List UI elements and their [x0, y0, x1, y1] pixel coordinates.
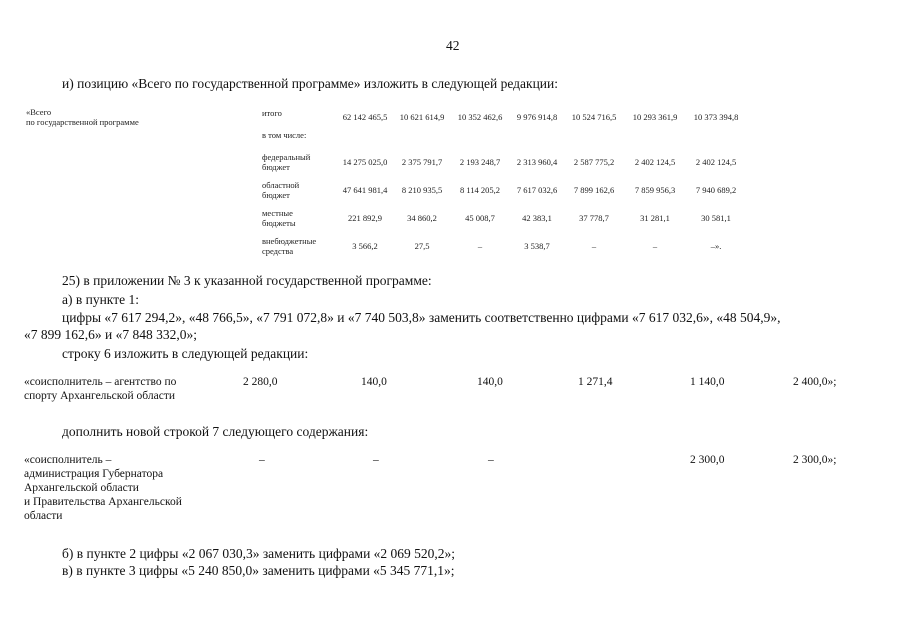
paragraph-row7: дополнить новой строкой 7 следующего содержания: [62, 424, 369, 439]
table-row-label: бюджеты [262, 218, 296, 228]
table-cell: 62 142 465,5 [342, 112, 388, 122]
table-cell: 14 275 025,0 [342, 157, 388, 167]
table-cell: 27,5 [414, 241, 430, 251]
table-cell: – [488, 454, 494, 466]
table-row-label: областной [262, 180, 300, 190]
table-cell: 3 538,7 [524, 241, 550, 251]
table-cell: 31 281,1 [640, 213, 670, 223]
table-cell: 45 008,7 [465, 213, 495, 223]
paragraph-digits-line2: «7 899 162,6» и «7 848 332,0»; [24, 327, 197, 342]
table-cell: 2 375 791,7 [401, 157, 443, 167]
page-number: 42 [446, 38, 460, 53]
table-cell: 221 892,9 [348, 213, 382, 223]
paragraph-digits-line1: цифры «7 617 294,2», «48 766,5», «7 791 072,8» и «7 740 503,8» заменить соответственно цифрами «7 617 032,6», «48 504,9», [62, 310, 781, 325]
table-row-label: местные [262, 208, 293, 218]
table-cell: 2 402 124,5 [695, 157, 737, 167]
table-cell: 10 352 462,6 [457, 112, 503, 122]
table-cell: 140,0 [361, 376, 387, 388]
table-cell: 7 940 689,2 [695, 185, 737, 195]
table-cell: 10 621 614,9 [399, 112, 445, 122]
paragraph-v: в) в пункте 3 цифры «5 240 850,0» заменить цифрами «5 345 771,1»; [62, 563, 455, 578]
row6-label: спорту Архангельской области [24, 390, 175, 402]
table-row-label: бюджет [262, 190, 290, 200]
row7-label: администрация Губернатора [24, 468, 164, 480]
table-cell: 10 373 394,8 [693, 112, 739, 122]
row7-label: области [24, 510, 63, 522]
table-cell: 2 313 960,4 [516, 157, 558, 167]
table-cell: 7 859 956,3 [634, 185, 676, 195]
table-row-label: в том числе: [262, 130, 307, 140]
table-cell: 34 860,2 [407, 213, 437, 223]
paragraph-i: и) позицию «Всего по государственной программе» изложить в следующей редакции: [62, 76, 558, 91]
table-cell: 2 193 248,7 [459, 157, 501, 167]
table-cell: 2 402 124,5 [634, 157, 676, 167]
paragraph-25: 25) в приложении № 3 к указанной государственной программе: [62, 273, 432, 288]
table-cell: 2 280,0 [243, 376, 278, 388]
row7-label: и Правительства Архангельской [24, 496, 182, 508]
table-cell: 30 581,1 [701, 213, 731, 223]
row7-label: Архангельской области [24, 482, 139, 494]
table-cell: 2 300,0»; [793, 454, 837, 466]
table-cell: – [652, 241, 658, 251]
table-cell: 7 617 032,6 [516, 185, 558, 195]
table-cell: – [373, 454, 379, 466]
row6-label: «соисполнитель – агентство по [24, 376, 177, 388]
table-cell: 3 566,2 [352, 241, 378, 251]
table-cell: 37 778,7 [579, 213, 609, 223]
table-row-label: внебюджетные [262, 236, 317, 246]
row7-label: «соисполнитель – [24, 454, 112, 466]
table-cell: 1 140,0 [690, 376, 725, 388]
table-row-label: «Всего [26, 107, 52, 117]
table-row-label: по государственной программе [26, 117, 139, 127]
paragraph-row6: строку 6 изложить в следующей редакции: [62, 346, 309, 361]
table-cell: 2 587 775,2 [573, 157, 615, 167]
table-cell: 42 383,1 [522, 213, 552, 223]
table-cell: – [591, 241, 597, 251]
table-row-label: федеральный [262, 152, 311, 162]
table-cell: 2 400,0»; [793, 376, 837, 388]
table-row-label: бюджет [262, 162, 290, 172]
table-cell: 47 641 981,4 [342, 185, 388, 195]
table-cell: 10 524 716,5 [571, 112, 617, 122]
table-cell: –». [710, 241, 722, 251]
paragraph-a: а) в пункте 1: [62, 292, 139, 307]
table-cell: 8 210 935,5 [401, 185, 443, 195]
paragraph-b: б) в пункте 2 цифры «2 067 030,3» заменить цифрами «2 069 520,2»; [62, 546, 456, 561]
table-row-label: средства [262, 246, 294, 256]
table-cell: 10 293 361,9 [632, 112, 678, 122]
table-row-label: итого [262, 108, 282, 118]
table-cell: 140,0 [477, 376, 503, 388]
table-cell: 7 899 162,6 [573, 185, 615, 195]
table-cell: – [259, 454, 265, 466]
table-cell: 8 114 205,2 [459, 185, 501, 195]
table-cell: 2 300,0 [690, 454, 725, 466]
table-cell: – [477, 241, 483, 251]
table-cell: 9 976 914,8 [516, 112, 558, 122]
table-cell: 1 271,4 [578, 376, 613, 388]
